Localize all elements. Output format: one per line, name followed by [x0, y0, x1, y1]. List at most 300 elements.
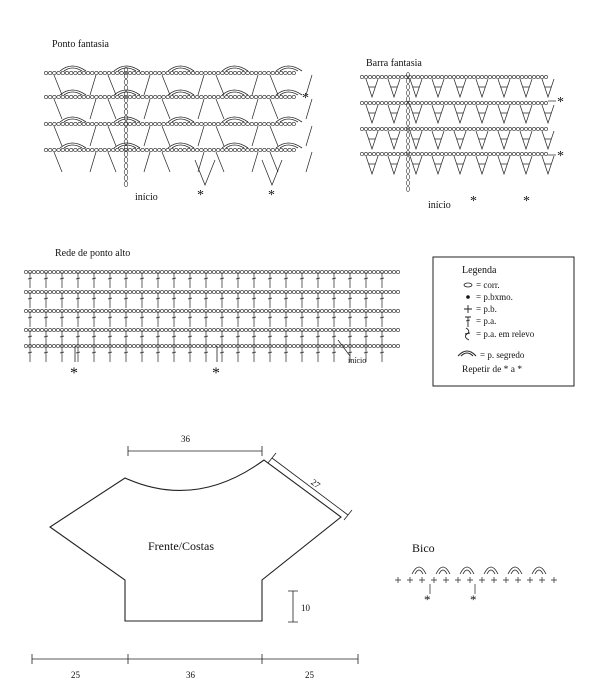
chain-stitch: [336, 290, 339, 293]
chain-stitch: [244, 290, 247, 293]
bico-chart: [395, 541, 557, 607]
dim-bottom-label-1: 25: [71, 670, 80, 680]
ponto-fantasia-start-label: início: [135, 192, 158, 203]
chain-stitch: [296, 328, 299, 331]
chain-stitch: [68, 328, 71, 331]
chain-stitch: [292, 148, 296, 151]
chain-stitch: [508, 75, 511, 78]
chain-stitch: [195, 95, 199, 98]
chain-stitch: [372, 101, 375, 104]
chain-stitch: [53, 148, 57, 151]
chain-stitch: [225, 148, 229, 151]
treble-stitch: [108, 330, 112, 346]
chain-stitch: [406, 169, 409, 174]
chain-stitch: [80, 309, 83, 312]
treble-stitch: [54, 152, 96, 172]
chain-stitch: [258, 95, 262, 98]
chain-stitch: [324, 344, 327, 347]
chain-stitch: [492, 101, 495, 104]
legend-item-chain: [464, 280, 500, 290]
treble-stitch: [162, 152, 204, 172]
barra-fantasia-asterisk-4: *: [557, 149, 564, 164]
chain-stitch: [372, 270, 375, 273]
chain-stitch: [308, 344, 311, 347]
chain-stitch: [136, 290, 139, 293]
chain-stitch: [153, 122, 157, 125]
chain-stitch: [99, 95, 103, 98]
chain-stitch: [420, 152, 423, 155]
legend-label-slip: = p.bxmo.: [476, 292, 513, 302]
treble-stitch: [300, 272, 304, 288]
chain-stitch: [128, 71, 132, 74]
chain-oval-icon: [464, 283, 472, 287]
chain-stitch: [372, 344, 375, 347]
plus-stitch: [515, 577, 521, 583]
chain-stitch: [444, 152, 447, 155]
legend-item-relief: [465, 328, 535, 340]
chain-stitch: [468, 152, 471, 155]
treble-stitch: [60, 346, 64, 362]
chain-stitch: [84, 344, 87, 347]
chain-stitch: [406, 163, 409, 168]
chain-stitch: [52, 290, 55, 293]
chain-stitch: [520, 75, 523, 78]
chain-stitch: [168, 270, 171, 273]
treble-stitch: [92, 311, 96, 327]
chain-stitch: [82, 95, 86, 98]
treble-stitch: [236, 292, 240, 308]
chain-stitch: [448, 101, 451, 104]
chain-stitch: [40, 328, 43, 331]
chain-stitch: [304, 344, 307, 347]
chain-stitch: [69, 71, 73, 74]
chain-stitch: [53, 95, 57, 98]
chain-stitch: [540, 101, 543, 104]
chain-stitch: [384, 309, 387, 312]
chain-stitch: [237, 122, 241, 125]
chain-stitch: [428, 101, 431, 104]
chain-stitch: [406, 151, 409, 156]
chain-stitch: [452, 75, 455, 78]
chain-stitch: [124, 103, 128, 108]
chain-stitch: [544, 152, 547, 155]
treble-stitch: [140, 292, 144, 308]
chain-stitch: [376, 270, 379, 273]
chain-stitch: [170, 95, 174, 98]
chain-stitch: [267, 148, 271, 151]
chain-stitch: [183, 95, 187, 98]
plus-stitch: [431, 577, 437, 583]
chain-stitch: [166, 71, 170, 74]
chain-stitch: [152, 344, 155, 347]
chain-stitch: [88, 309, 91, 312]
rede-asterisk-1: *: [70, 365, 78, 382]
chain-stitch: [80, 290, 83, 293]
chain-stitch: [336, 328, 339, 331]
treble-stitch: [432, 156, 444, 174]
chain-stitch: [254, 148, 258, 151]
chain-stitch: [368, 290, 371, 293]
chain-stitch: [128, 148, 132, 151]
secret-stitch: [114, 90, 140, 95]
secret-stitch: [60, 90, 86, 95]
treble-stitch: [284, 272, 288, 288]
chain-stitch: [187, 95, 191, 98]
chain-stitch: [406, 103, 409, 108]
chain-stitch: [72, 270, 75, 273]
chain-stitch: [116, 344, 119, 347]
chain-stitch: [228, 270, 231, 273]
treble-stitch: [76, 330, 80, 346]
legend-box: [433, 257, 574, 386]
treble-stitch: [188, 330, 192, 346]
chain-stitch: [184, 290, 187, 293]
treble-stitch: [156, 330, 160, 346]
chain-stitch: [540, 75, 543, 78]
chain-stitch: [272, 328, 275, 331]
chain-stitch: [296, 270, 299, 273]
legend-item-sc: [464, 304, 497, 314]
chain-stitch: [162, 71, 166, 74]
chain-stitch: [356, 309, 359, 312]
chain-stitch: [116, 270, 119, 273]
legend-item-slip: [466, 292, 513, 302]
secret-stitch: [460, 567, 474, 574]
treble-stitch: [140, 272, 144, 288]
chain-stitch: [420, 75, 423, 78]
chain-stitch: [128, 344, 131, 347]
chain-stitch: [504, 127, 507, 130]
treble-stitch: [284, 311, 288, 327]
secret-stitch: [412, 567, 426, 574]
chain-stitch: [388, 75, 391, 78]
chain-stitch: [124, 157, 128, 162]
chain-stitch: [540, 127, 543, 130]
chain-stitch: [72, 290, 75, 293]
secret-stitch: [222, 90, 248, 95]
chain-stitch: [96, 309, 99, 312]
chain-stitch: [78, 122, 82, 125]
chain-stitch: [376, 101, 379, 104]
chain-stitch: [208, 290, 211, 293]
chain-stitch: [275, 71, 279, 74]
chain-stitch: [250, 71, 254, 74]
bico-asterisk-2: *: [470, 592, 477, 607]
chain-stitch: [64, 309, 67, 312]
chain-stitch: [384, 290, 387, 293]
chain-stitch: [384, 152, 387, 155]
chain-stitch: [132, 290, 135, 293]
chain-stitch: [145, 95, 149, 98]
chain-stitch: [192, 344, 195, 347]
chain-stitch: [228, 309, 231, 312]
chain-stitch: [284, 122, 288, 125]
chain-stitch: [90, 95, 94, 98]
chain-stitch: [388, 270, 391, 273]
treble-stitch: [284, 346, 288, 362]
chain-stitch: [276, 290, 279, 293]
treble-stitch: [300, 330, 304, 346]
chain-stitch: [184, 328, 187, 331]
chain-stitch: [432, 101, 435, 104]
chain-stitch: [279, 95, 283, 98]
chain-stitch: [112, 344, 115, 347]
chain-stitch: [180, 344, 183, 347]
chain-stitch: [412, 127, 415, 130]
treble-stitch: [498, 131, 510, 149]
chain-stitch: [344, 309, 347, 312]
chain-stitch: [80, 344, 83, 347]
chain-stitch: [149, 122, 153, 125]
chain-stitch: [279, 71, 283, 74]
chain-stitch: [328, 309, 331, 312]
treble-stitch: [364, 311, 368, 327]
chain-stitch: [116, 309, 119, 312]
chain-stitch: [200, 328, 203, 331]
chain-stitch: [100, 344, 103, 347]
chain-stitch: [216, 71, 220, 74]
legend-item-treble: [465, 316, 496, 327]
chain-stitch: [104, 344, 107, 347]
chain-stitch: [149, 95, 153, 98]
chain-stitch: [152, 309, 155, 312]
chain-stitch: [225, 71, 229, 74]
chain-stitch: [388, 152, 391, 155]
barra-fantasia-asterisk-1: *: [470, 194, 477, 209]
connector-line: [338, 340, 350, 356]
plus-stitch: [479, 577, 485, 583]
chain-stitch: [88, 270, 91, 273]
chain-stitch: [164, 309, 167, 312]
secret-stitch: [60, 117, 86, 122]
chain-stitch: [132, 122, 136, 125]
chain-stitch: [484, 101, 487, 104]
chain-stitch: [242, 95, 246, 98]
chain-stitch: [116, 328, 119, 331]
chain-stitch: [388, 328, 391, 331]
treble-stitch: [188, 346, 192, 362]
chain-stitch: [128, 122, 132, 125]
chain-stitch: [84, 328, 87, 331]
chain-stitch: [180, 270, 183, 273]
chain-stitch: [480, 101, 483, 104]
chain-stitch: [104, 290, 107, 293]
chain-stitch: [428, 75, 431, 78]
treble-stitch: [44, 346, 48, 362]
chain-stitch: [144, 309, 147, 312]
chain-stitch: [271, 71, 275, 74]
chain-stitch: [65, 95, 69, 98]
chain-stitch: [103, 95, 107, 98]
chain-stitch: [420, 127, 423, 130]
chain-stitch: [468, 101, 471, 104]
treble-stitch: [124, 292, 128, 308]
chain-stitch: [68, 290, 71, 293]
chain-stitch: [242, 148, 246, 151]
bico-row: [395, 567, 557, 594]
chain-stitch: [536, 152, 539, 155]
chain-stitch: [456, 75, 459, 78]
treble-stitch: [284, 330, 288, 346]
chain-stitch: [464, 152, 467, 155]
chain-stitch: [528, 152, 531, 155]
treble-stitch: [410, 156, 422, 174]
chain-stitch: [384, 75, 387, 78]
legend-title: Legenda: [462, 265, 497, 276]
chain-stitch: [104, 328, 107, 331]
chain-stitch: [260, 270, 263, 273]
treble-stitch: [108, 292, 112, 308]
treble-stitch: [348, 330, 352, 346]
chain-stitch: [440, 152, 443, 155]
chain-stitch: [132, 148, 136, 151]
chain-stitch: [82, 148, 86, 151]
treble-stitch: [268, 272, 272, 288]
ponto-fantasia-chart: [44, 39, 312, 203]
chain-stitch: [524, 101, 527, 104]
chain-stitch: [472, 127, 475, 130]
chain-stitch: [428, 152, 431, 155]
treble-stitch: [124, 311, 128, 327]
chain-stitch: [288, 290, 291, 293]
treble-stitch: [252, 292, 256, 308]
chain-stitch: [392, 309, 395, 312]
treble-stitch: [140, 311, 144, 327]
plus-stitch: [455, 577, 461, 583]
chain-stitch: [272, 270, 275, 273]
chain-stitch: [392, 127, 395, 130]
chain-stitch: [406, 181, 409, 186]
chain-stitch: [360, 270, 363, 273]
chain-stitch: [296, 309, 299, 312]
treble-stitch: [236, 346, 240, 362]
chain-stitch: [340, 328, 343, 331]
connector-line: [75, 346, 217, 362]
plus-stitch: [551, 577, 557, 583]
chain-stitch: [406, 109, 409, 114]
chain-stitch: [225, 122, 229, 125]
chain-stitch: [396, 270, 399, 273]
chain-stitch: [267, 71, 271, 74]
chain-stitch: [364, 127, 367, 130]
dim-bottom: [32, 654, 358, 680]
chain-stitch: [132, 309, 135, 312]
chain-stitch: [432, 152, 435, 155]
chain-stitch: [336, 309, 339, 312]
chain-stitch: [384, 344, 387, 347]
chain-stitch: [304, 309, 307, 312]
chain-stitch: [250, 148, 254, 151]
chain-stitch: [224, 290, 227, 293]
chain-stitch: [260, 309, 263, 312]
chain-stitch: [408, 127, 411, 130]
chain-stitch: [216, 290, 219, 293]
chain-stitch: [200, 270, 203, 273]
chain-stitch: [250, 122, 254, 125]
chain-stitch: [86, 148, 90, 151]
plus-stitch: [407, 577, 413, 583]
chain-stitch: [136, 328, 139, 331]
chain-stitch: [141, 95, 145, 98]
chain-stitch: [264, 290, 267, 293]
chain-stitch: [104, 309, 107, 312]
chain-stitch: [184, 309, 187, 312]
chain-stitch: [406, 139, 409, 144]
chain-stitch: [420, 101, 423, 104]
treble-stitch: [172, 346, 176, 362]
treble-stitch: [380, 292, 384, 308]
treble-stitch: [348, 272, 352, 288]
chain-stitch: [48, 270, 51, 273]
chain-stitch: [244, 344, 247, 347]
chain-stitch: [508, 127, 511, 130]
chain-stitch: [65, 148, 69, 151]
secret-stitch: [222, 143, 248, 148]
chain-stitch: [137, 122, 141, 125]
chain-stitch: [195, 71, 199, 74]
chain-stitch: [200, 71, 204, 74]
treble-stitch: [204, 330, 208, 346]
chain-stitch: [95, 95, 99, 98]
chain-stitch: [504, 152, 507, 155]
chain-stitch: [120, 122, 124, 125]
legend-label-treble: = p.a.: [476, 316, 497, 326]
treble-stitch: [432, 105, 444, 123]
chain-stitch: [180, 290, 183, 293]
chain-stitch: [472, 101, 475, 104]
legend-item-secret: [458, 350, 525, 360]
treble-stitch: [92, 330, 96, 346]
chain-stitch: [376, 309, 379, 312]
chain-stitch: [120, 270, 123, 273]
treble-stitch: [366, 105, 378, 123]
chain-stitch: [406, 121, 409, 126]
chain-stitch: [57, 122, 61, 125]
chain-stitch: [248, 270, 251, 273]
secret-stitch: [114, 117, 140, 122]
chain-stitch: [170, 71, 174, 74]
secret-stitch: [168, 90, 194, 95]
treble-stitch: [76, 346, 80, 362]
chain-stitch: [141, 122, 145, 125]
chain-stitch: [328, 344, 331, 347]
chain-stitch: [372, 309, 375, 312]
barra-fantasia-asterisk-2: *: [523, 194, 530, 209]
chain-stitch: [368, 101, 371, 104]
chain-stitch: [116, 290, 119, 293]
treble-stitch: [366, 79, 378, 97]
chain-stitch: [164, 344, 167, 347]
chain-stitch: [472, 75, 475, 78]
chain-stitch: [78, 71, 82, 74]
chain-stitch: [107, 95, 111, 98]
chain-stitch: [174, 148, 178, 151]
chain-stitch: [78, 95, 82, 98]
chain-stitch: [476, 101, 479, 104]
treble-stitch: [348, 292, 352, 308]
chain-stitch: [128, 270, 131, 273]
chain-stitch: [149, 71, 153, 74]
treble-stitch: [156, 292, 160, 308]
chain-stitch: [153, 95, 157, 98]
chain-stitch: [88, 290, 91, 293]
chain-stitch: [132, 328, 135, 331]
chain-stitch: [406, 91, 409, 96]
chain-stitch: [388, 290, 391, 293]
chain-stitch: [145, 122, 149, 125]
chain-stitch: [232, 344, 235, 347]
chain-stitch: [160, 290, 163, 293]
